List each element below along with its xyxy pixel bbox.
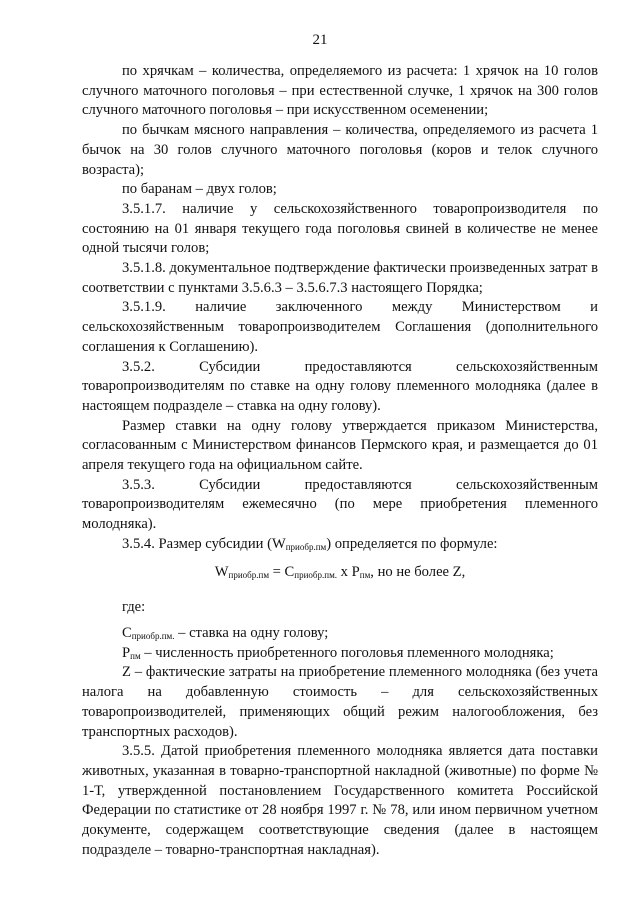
definition-p — [82, 644, 598, 664]
definition-p-text: – численность приобретенного поголовья племенного молодняка; — [140, 644, 554, 661]
clause-3-5-1-7: 3.5.1.7. наличие у сельскохозяйственного товаропроизводителя по состоянию на 01 января текущего года поголовья свиней в количестве не менее одной тысячи голов; — [82, 200, 598, 257]
clause-3-5-4-subscript: приобр.пм — [285, 541, 327, 552]
definition-z: Z – фактические затраты на приобретение племенного молодняка (без учета налога на добавленную стоимость – для сельскохозяйственных товаропроизводителей, применяющих общий режим налогообложения, без транспортных расходов). — [82, 664, 598, 740]
clause-3-5-3: 3.5.3. Субсидии предоставляются сельскохозяйственным товаропроизводителям ежемесячно (по мере приобретения племенного молодняка). — [82, 476, 598, 533]
definition-p-subscript: пм — [130, 650, 141, 661]
clause-3-5-1-9: 3.5.1.9. наличие заключенного между Министерством и сельскохозяйственным товаропроизводителем Соглашения (дополнительного соглашения к Соглашению). — [82, 299, 598, 355]
page-number: 21 — [312, 32, 328, 48]
formula-eq-c: = C — [269, 563, 295, 580]
clause-3-5-1-8: 3.5.1.8. документальное подтверждение фактически произведенных затрат в соответствии с пунктами 3.5.6.3 – 3.5.6.7.3 настоящего Порядка; — [82, 260, 598, 296]
formula-p-sub: пм — [359, 569, 371, 580]
definition-p-symbol: P — [122, 644, 131, 661]
formula-times-p: x P — [337, 563, 360, 580]
definition-c-symbol: C — [122, 624, 132, 641]
formula-w: W — [214, 563, 229, 580]
paragraph-rams: по баранам – двух голов; — [122, 181, 277, 198]
formula-c-sub: приобр.пм. — [294, 569, 338, 580]
paragraph-bulls: по бычкам мясного направления – количества, определяемого из расчета 1 бычок на 30 голов случного маточного поголовья (коров и телок случного возраста); — [82, 122, 598, 178]
document-body — [82, 62, 598, 860]
definition-c-text: – ставка на одну голову; — [174, 624, 329, 641]
where-label: где: — [122, 599, 146, 616]
definition-c-subscript: приобр.пм. — [131, 630, 175, 641]
subsidy-formula — [82, 563, 598, 583]
formula-w-sub: приобр.пм — [228, 569, 270, 580]
definition-c — [82, 624, 598, 644]
clause-3-5-5: 3.5.5. Датой приобретения племенного молодняка является дата поставки животных, указанная в товарно-транспортной накладной (животные) по форме № 1-Т, утвержденной постановлением Государственного комитета Российской Федерации по статистике от 28 ноября 1997 г. № 78, или ином первичном учетном документе, содержащем соответствующие сведения (далее в настоящем подразделе – товарно-транспортная накладная). — [82, 743, 598, 858]
formula-tail: , но не более Z, — [370, 563, 466, 580]
clause-3-5-4-suffix: ) определяется по формуле: — [326, 535, 498, 552]
clause-3-5-4-prefix: 3.5.4. Размер субсидии (W — [122, 535, 286, 552]
clause-3-5-4 — [82, 535, 598, 555]
paragraph-boars: по хрячкам – количества, определяемого из расчета: 1 хрячок на 10 голов случного маточного поголовья – при естественной случке, 1 хрячок на 300 голов случного маточного поголовья – при искусственном осеменении; — [82, 63, 598, 119]
clause-3-5-2: 3.5.2. Субсидии предоставляются сельскохозяйственным товаропроизводителям по ставке на одну голову племенного молодняка (далее в настоящем подразделе – ставка на одну голову). — [82, 358, 598, 414]
paragraph-rate-approval: Размер ставки на одну голову утверждается приказом Министерства, согласованным с Министерством финансов Пермского края, и размещается до 01 апреля текущего года на официальном сайте. — [82, 417, 598, 474]
